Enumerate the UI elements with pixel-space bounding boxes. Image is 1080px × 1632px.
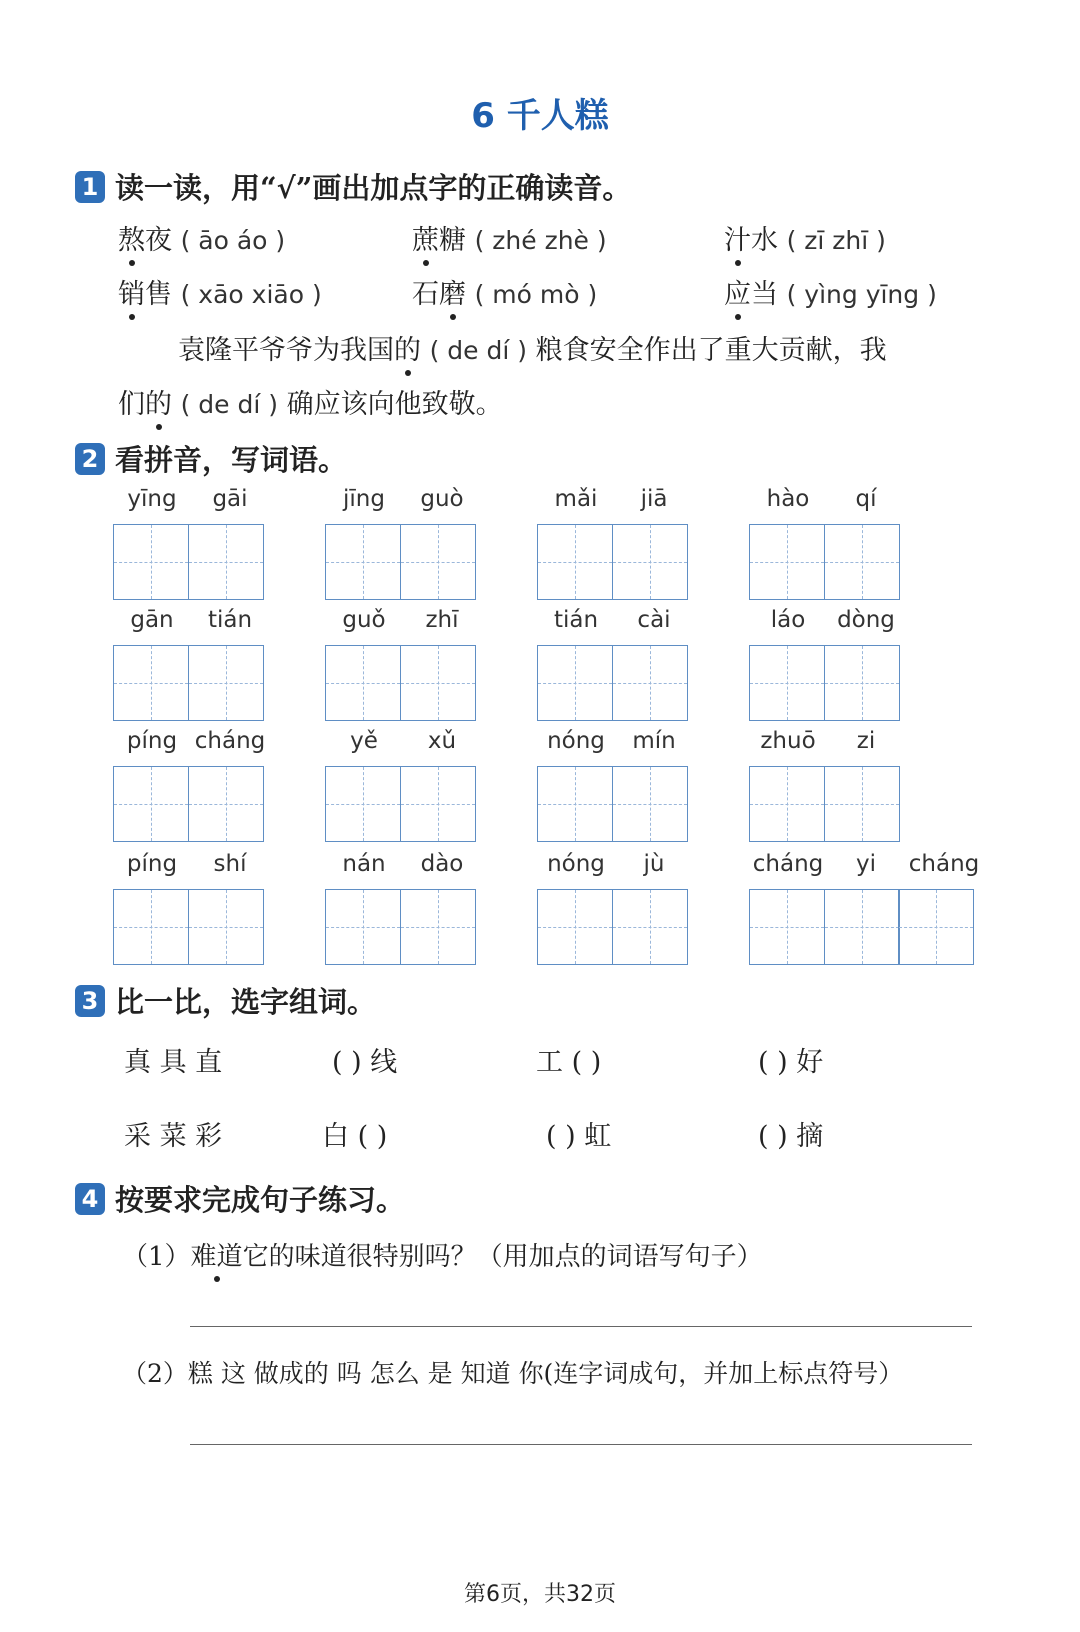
pinyin-label: yīng: [127, 486, 177, 512]
writing-box[interactable]: [749, 889, 825, 965]
grid-pinyin-row: [537, 486, 777, 520]
grid-pinyin-row: [325, 851, 565, 885]
pinyin-label: hào: [766, 486, 810, 512]
writing-box[interactable]: [824, 889, 900, 965]
pinyin-label: tián: [207, 607, 253, 633]
writing-box[interactable]: [824, 766, 900, 842]
reading-item-6: 应当 ( yìng yīng ): [724, 272, 937, 311]
grid-pinyin-row: [749, 486, 989, 520]
pinyin-label: nán: [342, 851, 386, 877]
writing-box[interactable]: [537, 645, 613, 721]
pinyin-label: cháng: [194, 728, 266, 754]
writing-box[interactable]: [898, 889, 974, 965]
pinyin-options[interactable]: ( zhé zhè ): [474, 226, 607, 255]
pinyin-label: guò: [420, 486, 464, 512]
answer-line-1[interactable]: [190, 1326, 972, 1327]
writing-box[interactable]: [188, 645, 264, 721]
pinyin-label: cháng: [908, 851, 980, 877]
grid-pinyin-row: [537, 851, 777, 885]
compare-blank[interactable]: 工 ( ): [536, 1047, 602, 1078]
word-grid-group: [325, 607, 565, 721]
grid-pinyin-row: [749, 728, 989, 762]
sentence-question-2: （2）糕 这 做成的 吗 怎么 是 知道 你(连字词成句，并加上标点符号）: [122, 1359, 904, 1388]
writing-box[interactable]: [113, 645, 189, 721]
pinyin-label: qí: [855, 486, 877, 512]
compare-blank[interactable]: ( ) 虹: [546, 1121, 612, 1152]
compare-blank[interactable]: ( ) 线: [332, 1047, 398, 1078]
word-grid-group: [537, 486, 777, 600]
writing-box[interactable]: [749, 766, 825, 842]
writing-box[interactable]: [612, 889, 688, 965]
pinyin-label: nóng: [547, 851, 605, 877]
writing-box[interactable]: [400, 889, 476, 965]
grid-pinyin-row: [749, 607, 989, 641]
word-grid-group: [113, 728, 353, 842]
pinyin-options[interactable]: ( de dí ): [429, 336, 528, 365]
section-4-text: 按要求完成句子练习。: [115, 1183, 406, 1217]
section-2-number: 2: [75, 443, 105, 475]
section-2-heading: [75, 438, 347, 479]
pinyin-label: yě: [350, 728, 378, 754]
pinyin-options[interactable]: ( mó mò ): [474, 280, 598, 309]
section-4-heading: [75, 1178, 405, 1219]
writing-box[interactable]: [612, 766, 688, 842]
pinyin-label: jiā: [640, 486, 668, 512]
word-grid-group: [325, 728, 565, 842]
writing-box[interactable]: [400, 766, 476, 842]
pinyin-options[interactable]: ( āo áo ): [180, 226, 286, 255]
writing-box[interactable]: [400, 645, 476, 721]
reading-paragraph-line-2: 们的 ( de dí ) 确应该向他致敬。: [118, 382, 503, 421]
section-1-number: 1: [75, 171, 105, 203]
reading-item-1: 熬夜 ( āo áo ): [118, 218, 285, 257]
pinyin-label: gān: [130, 607, 174, 633]
writing-box[interactable]: [325, 889, 401, 965]
writing-box[interactable]: [749, 524, 825, 600]
section-3-number: 3: [75, 985, 105, 1017]
grid-pinyin-row: [113, 486, 353, 520]
writing-box[interactable]: [113, 889, 189, 965]
pinyin-label: píng: [126, 728, 178, 754]
writing-box[interactable]: [113, 766, 189, 842]
reading-paragraph-line-1: 袁隆平爷爷为我国的 ( de dí ) 粮食安全作出了重大贡献，我: [178, 328, 887, 367]
pinyin-label: tián: [553, 607, 599, 633]
writing-box[interactable]: [824, 524, 900, 600]
section-4-number: 4: [75, 1183, 105, 1215]
pinyin-options[interactable]: ( zī zhī ): [786, 226, 886, 255]
sentence-question-1: （1）难道它的味道很特别吗？（用加点的词语写句子）: [122, 1236, 763, 1273]
pinyin-label: mǎi: [554, 486, 598, 512]
pinyin-label: dào: [420, 851, 464, 877]
pinyin-options[interactable]: ( xāo xiāo ): [180, 280, 322, 309]
writing-box[interactable]: [188, 524, 264, 600]
reading-item-2: 蔗糖 ( zhé zhè ): [412, 218, 607, 257]
grid-pinyin-row: [113, 851, 353, 885]
compare-blank[interactable]: ( ) 好: [758, 1047, 824, 1078]
answer-line-2[interactable]: [190, 1444, 972, 1445]
grid-pinyin-row: [325, 728, 565, 762]
pinyin-label: cháng: [752, 851, 824, 877]
word-grid-group: [113, 607, 353, 721]
pinyin-label: cài: [637, 607, 671, 633]
word-grid-group: [325, 486, 565, 600]
pinyin-label: dòng: [837, 607, 895, 633]
pinyin-label: xǔ: [427, 728, 457, 754]
compare-blank[interactable]: 白 ( ): [322, 1121, 388, 1152]
section-3-text: 比一比，选字组词。: [115, 985, 377, 1019]
reading-item-4: 销售 ( xāo xiāo ): [118, 272, 322, 311]
word-grid-group: [537, 607, 777, 721]
writing-box[interactable]: [537, 524, 613, 600]
grid-pinyin-row: [113, 728, 353, 762]
pinyin-options[interactable]: ( yìng yīng ): [786, 280, 937, 309]
writing-box[interactable]: [537, 889, 613, 965]
word-grid-group: [749, 851, 989, 965]
grid-pinyin-row: [749, 851, 989, 885]
section-3-heading: [75, 980, 376, 1021]
compare-chars-row-2: 采 菜 彩: [124, 1121, 223, 1152]
writing-box[interactable]: [749, 645, 825, 721]
writing-box[interactable]: [113, 524, 189, 600]
pinyin-label: jīng: [343, 486, 385, 512]
pinyin-label: láo: [770, 607, 806, 633]
word-grid-group: [113, 486, 353, 600]
compare-chars-row-1: 真 具 直: [124, 1047, 223, 1078]
pinyin-label: zi: [856, 728, 876, 754]
pinyin-label: mín: [632, 728, 676, 754]
word-grid-group: [537, 728, 777, 842]
pinyin-label: jù: [643, 851, 665, 877]
word-grid-group: [537, 851, 777, 965]
pinyin-label: zhuō: [760, 728, 816, 754]
writing-box[interactable]: [537, 766, 613, 842]
page-number: 第6页，共32页: [464, 1582, 616, 1607]
pinyin-options[interactable]: ( de dí ): [180, 390, 279, 419]
writing-box[interactable]: [325, 766, 401, 842]
pinyin-label: guǒ: [342, 607, 386, 633]
writing-box[interactable]: [612, 645, 688, 721]
word-grid-group: [749, 607, 989, 721]
pinyin-label: zhī: [425, 607, 459, 633]
writing-box[interactable]: [824, 645, 900, 721]
section-1-text: 读一读，用“√”画出加点字的正确读音。: [115, 171, 632, 205]
page-title: 6 千人糕: [471, 96, 609, 136]
reading-item-3: 汁水 ( zī zhī ): [724, 218, 886, 257]
word-grid-group: [749, 486, 989, 600]
pinyin-label: nóng: [547, 728, 605, 754]
pinyin-label: yi: [855, 851, 876, 877]
grid-pinyin-row: [325, 607, 565, 641]
writing-box[interactable]: [325, 645, 401, 721]
writing-box[interactable]: [325, 524, 401, 600]
writing-box[interactable]: [612, 524, 688, 600]
word-grid-group: [325, 851, 565, 965]
writing-box[interactable]: [400, 524, 476, 600]
pinyin-label: gāi: [212, 486, 248, 512]
writing-box[interactable]: [188, 766, 264, 842]
grid-pinyin-row: [537, 607, 777, 641]
compare-blank[interactable]: ( ) 摘: [758, 1121, 824, 1152]
pinyin-label: píng: [126, 851, 178, 877]
reading-item-5: 石磨 ( mó mò ): [412, 272, 597, 311]
pinyin-label: shí: [213, 851, 247, 877]
grid-pinyin-row: [537, 728, 777, 762]
grid-pinyin-row: [325, 486, 565, 520]
section-2-text: 看拼音，写词语。: [115, 443, 348, 477]
word-grid-group: [749, 728, 989, 842]
section-1-heading: [75, 166, 631, 207]
grid-pinyin-row: [113, 607, 353, 641]
writing-box[interactable]: [188, 889, 264, 965]
word-grid-group: [113, 851, 353, 965]
